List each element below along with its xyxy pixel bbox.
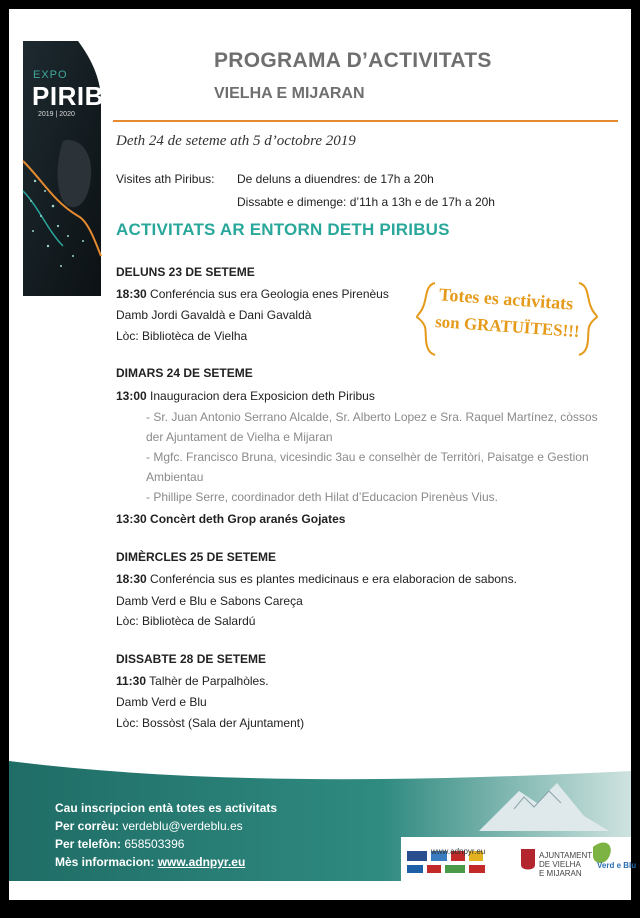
visits-weekend: Dissabte e dimenge: d’11h a 13h e de 17h a 20h <box>237 195 495 209</box>
page-subtitle: VIELHA E MIJARAN <box>214 85 365 102</box>
callout-line-1: Totes es activitats <box>438 284 574 314</box>
event-28-speakers: Damb Verd e Blu <box>116 695 207 709</box>
verd-blu-logo-text: Verd e Blu <box>597 861 637 870</box>
event-24b-time: 13:30 <box>116 512 147 526</box>
speaker-1-line-2: der Ajuntament de Vielha e Mijaran <box>146 430 333 444</box>
event-23-time: 18:30 <box>116 287 147 301</box>
event-23-speakers: Damb Jordi Gavaldà e Dani Gavaldà <box>116 308 312 322</box>
poster-page <box>9 9 637 900</box>
page-title: PROGRAMA D’ACTIVITATS <box>214 49 492 72</box>
day-title-28: DISSABTE 28 DE SETEME <box>116 652 267 666</box>
callout-line-2: son GRATUÏTES!!! <box>434 311 581 342</box>
speaker-2-line-1: - Mgfc. Francisco Bruna, vicesindic 3au e conselhèr de Territòri, Paisatge e Gestion <box>146 450 589 464</box>
event-24-line <box>116 389 375 403</box>
date-range: Deth 24 de seteme ath 5 d’octobre 2019 <box>116 133 356 149</box>
event-25-time: 18:30 <box>116 572 147 586</box>
speaker-2-line-2: Ambientau <box>146 470 204 484</box>
event-28-title: Talhèr de Parpalhòles. <box>149 674 269 688</box>
footer-small-url[interactable]: www.adnpyr.eu <box>431 847 486 856</box>
event-25-place: Lòc: Bibliotèca de Salardú <box>116 614 256 628</box>
footer-info-line <box>55 855 245 869</box>
footer-phone-label: Per telefòn: <box>55 837 122 851</box>
event-24-title: Inauguracion dera Exposicion deth Piribus <box>150 389 375 403</box>
speaker-1-line-1: - Sr. Juan Antonio Serrano Alcalde, Sr. Alberto Lopez e Sra. Raquel Martínez, còssos <box>146 410 598 424</box>
poster-years: 2019 | 2020 <box>38 111 75 118</box>
poster-expo-label: EXPO <box>33 69 68 81</box>
event-28-line <box>116 674 269 688</box>
event-28-time: 11:30 <box>116 674 147 688</box>
event-23-title: Conferéncia sus era Geologia enes Pirenèus <box>150 287 389 301</box>
event-23-place: Lòc: Bibliotèca de Vielha <box>116 329 248 343</box>
footer-phone[interactable]: 658503396 <box>124 837 185 851</box>
event-24-time: 13:00 <box>116 389 147 403</box>
footer-info-label: Mès informacion: <box>55 855 155 869</box>
ajuntament-logo-text: AJUNTAMENT DE VIELHA E MIJARAN <box>539 851 593 878</box>
day-title-24: DIMARS 24 DE SETEME <box>116 366 253 380</box>
footer-email-line <box>55 819 243 833</box>
footer-phone-line <box>55 837 184 851</box>
header-divider <box>113 120 618 122</box>
event-25-line <box>116 572 517 586</box>
event-28-place: Lòc: Bossòst (Sala der Ajuntament) <box>116 716 305 730</box>
event-25-speakers: Damb Verd e Blu e Sabons Careça <box>116 594 303 608</box>
coat-of-arms <box>521 849 535 870</box>
speaker-3: - Phillipe Serre, coordinador deth Hilat d’Educacion Pirenèus Vius. <box>146 490 498 504</box>
footer-email-label: Per corrèu: <box>55 819 120 833</box>
visits-label: Visites ath Piribus: <box>116 172 215 186</box>
footer-email[interactable]: verdeblu@verdeblu.es <box>122 819 243 833</box>
event-24b-line <box>116 512 345 526</box>
day-title-23: DELUNS 23 DE SETEME <box>116 265 255 279</box>
event-25-title: Conferéncia sus es plantes medicinaus e era elaboracion de sabons. <box>150 572 517 586</box>
footer-banner <box>9 761 637 881</box>
section-title: ACTIVITATS AR ENTORN DETH PIRIBUS <box>116 220 450 239</box>
event-23-line <box>116 287 389 301</box>
event-24b-title: Concèrt deth Grop aranés Gojates <box>150 512 346 526</box>
free-activities-callout <box>417 279 597 359</box>
day-title-25: DIMÈRCLES 25 DE SETEME <box>116 550 277 564</box>
visits-weekdays: De deluns a diuendres: de 17h a 20h <box>237 172 434 186</box>
footer-info-link[interactable]: www.adnpyr.eu <box>157 855 246 869</box>
poster-piribus-logo: PIRIBUS <box>32 81 141 111</box>
footer-registration: Cau inscripcion entà totes es activitats <box>55 801 278 815</box>
